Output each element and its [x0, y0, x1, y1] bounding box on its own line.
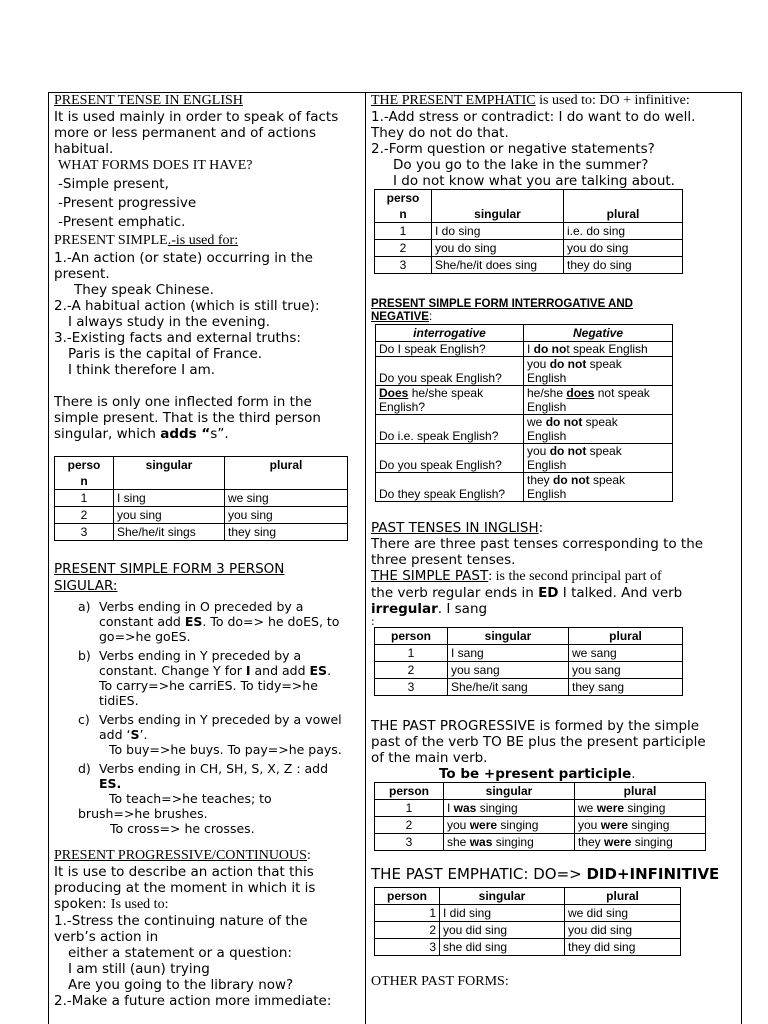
table-row: Do i.e. speak English? we do not speak English: [376, 415, 673, 444]
forms-question: WHAT FORMS DOES IT HAVE?: [58, 158, 253, 173]
example-line: Paris is the capital of France.: [68, 346, 263, 362]
table-row: 3 She/he/it sings they sing: [55, 524, 348, 541]
table-row: Do you speak English? you do not speak English: [376, 357, 673, 386]
list-item: a) Verbs ending in O preceded by a constant add ES. To do=> he doES, to go=>he goES.: [78, 599, 340, 644]
table-row: Does he/she speak English? he/she does not speak English: [376, 386, 673, 415]
list-item: c) Verbs ending in Y preceded by a vowel add ‘S’. To buy=>he buys. To pay=>he pays.: [78, 712, 342, 757]
use-line: present.: [54, 266, 110, 282]
interrogative-table: interrogative Negative Do I speak English? I do not speak English Do you speak English? you do not speak English Does he/she speak English? he/she does not speak English Do i.e. speak English? we do not speak English Do you speak English? you do not speak English Do they speak English? they do not speak English: [375, 324, 673, 502]
present-simple-table: [54, 456, 348, 541]
progressive-use: verb’s action in: [54, 929, 159, 945]
past-progressive-line: of the main verb.: [371, 750, 488, 766]
emphatic-line: 1.-Add stress or contradict: I do want to do well.: [371, 109, 696, 125]
progressive-use: I am still (aun) trying: [68, 961, 210, 977]
rule-example: To cross=> he crosses.: [110, 821, 255, 836]
emphatic-line: Do you go to the lake in the summer?: [393, 157, 649, 173]
table-row: Do they speak English? they do not speak English: [376, 473, 673, 502]
form-item: -Simple present,: [58, 176, 169, 192]
right-column: [371, 93, 739, 990]
table-row: 1 I sing we sing: [55, 490, 348, 507]
form3-title: PRESENT SIMPLE FORM 3 PERSON: [54, 561, 285, 577]
simple-past-table: person singular plural 1 I sang we sang 2 you sang you sang 3 She/he/it sang they sang: [374, 627, 683, 696]
colon-mark: :: [371, 615, 375, 628]
table-row: 2 you do sing you do sing: [375, 240, 683, 257]
present-emphatic-table: perso n singular plural 1 I do sing i.e. do sing 2 you do sing you do sing 3 She/he/it does sing they do sing: [374, 189, 683, 274]
table-row: Do you speak English? you do not speak English: [376, 444, 673, 473]
form3-title: SIGULAR:: [54, 578, 118, 594]
table-row: 2 you sing you sing: [55, 507, 348, 524]
progressive-line: It is use to describe an action that this: [54, 864, 314, 880]
use-line: 1.-An action (or state) occurring in the: [54, 250, 313, 266]
use-line: 3.-Existing facts and external truths:: [54, 330, 301, 346]
inflected-line: singular, which adds “s”.: [54, 426, 229, 442]
present-simple-heading: PRESENT SIMPLE.-is used for:: [54, 233, 239, 248]
table-row: 1 I did sing we did sing: [375, 905, 681, 922]
worksheet: [48, 92, 742, 1024]
column-divider: [365, 93, 366, 1024]
table-row: 2 you sang you sang: [375, 662, 683, 679]
table-row: 3 she did sing they did sing: [375, 939, 681, 956]
simple-past-line: irregular. I sang: [371, 601, 488, 617]
past-tenses-title: PAST TENSES IN INGLISH:: [371, 520, 544, 536]
table-row: 3 She/he/it sang they sang: [375, 679, 683, 696]
progressive-line: spoken: Is used to:: [54, 896, 169, 912]
table-header: perso n: [55, 457, 114, 490]
simple-past-line: THE SIMPLE PAST: is the second principal part of: [371, 568, 662, 584]
table-header: plural: [225, 457, 348, 490]
table-header: singular: [114, 457, 225, 490]
progressive-line: producing at the moment in which it is: [54, 880, 316, 896]
intro-line: It is used mainly in order to speak of facts: [54, 109, 339, 125]
form-item: -Present emphatic.: [58, 214, 186, 230]
progressive-heading: PRESENT PROGRESSIVE/CONTINUOUS:: [54, 848, 311, 863]
interrogative-title: PRESENT SIMPLE FORM INTERROGATIVE AND: [371, 298, 633, 310]
emphatic-line: 2.-Form question or negative statements?: [371, 141, 655, 157]
present-tense-title: PRESENT TENSE IN ENGLISH: [54, 93, 243, 108]
table-row: 3 She/he/it does sing they do sing: [375, 257, 683, 274]
table-row: 2 you did sing you did sing: [375, 922, 681, 939]
table-row: 1 I sang we sang: [375, 645, 683, 662]
rule-example: brush=>he brushes.: [78, 806, 208, 821]
present-emphatic-heading: THE PRESENT EMPHATIC is used to: DO + infinitive:: [371, 93, 690, 108]
use-line: 2.-A habitual action (which is still true):: [54, 298, 320, 314]
past-progressive-line: THE PAST PROGRESSIVE is formed by the simple: [371, 718, 700, 734]
example-line: I think therefore I am.: [68, 362, 216, 378]
past-line: three present tenses.: [371, 552, 516, 568]
simple-past-line: the verb regular ends in ED I talked. And verb: [371, 585, 683, 601]
left-column: [54, 93, 360, 1009]
progressive-use: 2.-Make a future action more immediate:: [54, 993, 332, 1009]
rules-list: [54, 599, 360, 806]
to-be-formula: To be +present participle.: [439, 766, 636, 782]
emphatic-line: They do not do that.: [371, 125, 509, 141]
inflected-line: There is only one inflected form in the: [54, 394, 312, 410]
example-line: I always study in the evening.: [68, 314, 271, 330]
progressive-use: Are you going to the library now?: [68, 977, 294, 993]
inflected-line: simple present. That is the third person: [54, 410, 321, 426]
progressive-use: either a statement or a question:: [68, 945, 292, 961]
other-past-forms: OTHER PAST FORMS:: [371, 974, 509, 989]
list-item: b) Verbs ending in Y preceded by a constant. Change Y for I and add ES. To carry=>he carriES. To tidy=>he tidiES.: [78, 648, 332, 708]
table-row: 3 she was singing they were singing: [375, 834, 706, 851]
emphatic-line: I do not know what you are talking about.: [393, 173, 675, 189]
past-emphatic-table: person singular plural 1 I did sing we did sing 2 you did sing you did sing 3 she did sing they did sing: [374, 887, 681, 956]
table-row: 1 I was singing we were singing: [375, 800, 706, 817]
table-row: 2 you were singing you were singing: [375, 817, 706, 834]
intro-line: more or less permanent and of actions: [54, 125, 316, 141]
past-progressive-line: past of the verb TO BE plus the present participle: [371, 734, 706, 750]
form-item: -Present progressive: [58, 195, 197, 211]
table-row: 1 I do sing i.e. do sing: [375, 223, 683, 240]
example-line: They speak Chinese.: [74, 282, 214, 298]
past-emphatic-heading: THE PAST EMPHATIC: DO=> DID+INFINITIVE: [371, 865, 720, 883]
past-progressive-table: person singular plural 1 I was singing we were singing 2 you were singing you were singing 3 she was singing they were singing: [374, 782, 706, 851]
past-line: There are three past tenses corresponding to the: [371, 536, 704, 552]
list-item: d) Verbs ending in CH, SH, S, X, Z : add ES. To teach=>he teaches; to: [78, 761, 329, 806]
progressive-use: 1.-Stress the continuing nature of the: [54, 913, 308, 929]
intro-line: habitual.: [54, 141, 114, 157]
interrogative-title: NEGATIVE:: [371, 311, 433, 323]
table-row: Do I speak English? I do not speak English: [376, 342, 673, 357]
